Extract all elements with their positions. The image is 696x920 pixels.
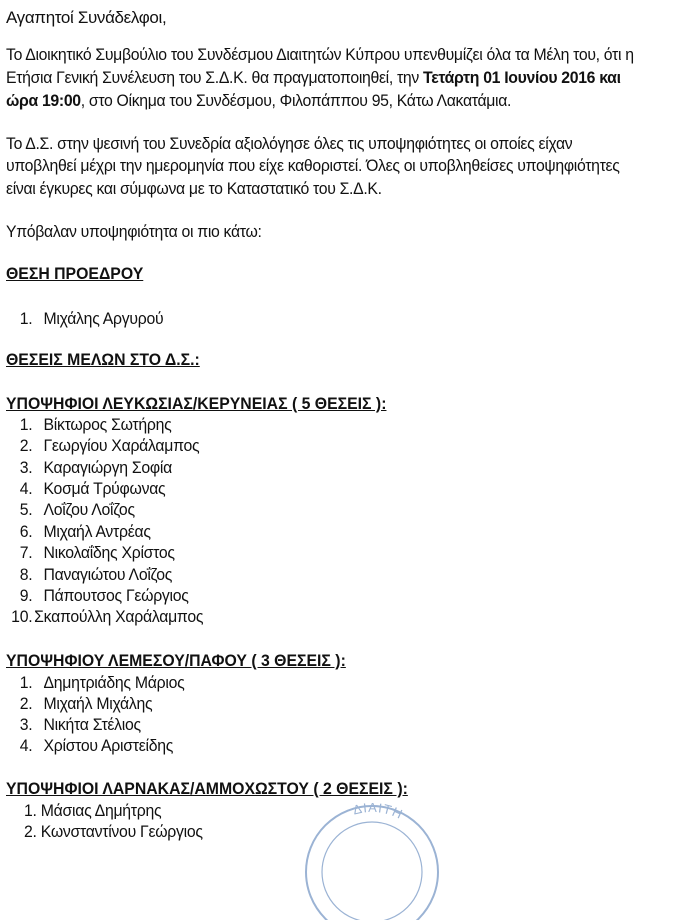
candidate-name: Δημητριάδης Μάριος	[43, 673, 185, 692]
list-number: 1.	[24, 801, 37, 820]
candidate-name: Παναγιώτου Λοΐζος	[43, 565, 173, 584]
candidate-name: Λοΐζου Λοΐζος	[43, 500, 135, 519]
candidate-name: Χρίστου Αριστείδης	[43, 736, 174, 755]
candidate-name: Καραγιώργη Σοφία	[43, 458, 172, 477]
list-item	[10, 607, 203, 627]
meeting-location: , στο Οίκημα του Συνδέσμου, Φιλοπάππου 95, Κάτω Λακατάμια.	[80, 91, 512, 110]
list-item	[10, 586, 189, 606]
stamp-text: ΔΙΑΙΤΗ	[351, 800, 406, 822]
paragraph2-line1: Το Δ.Σ. στην ψεσινή του Συνεδρία αξιολόγησε όλες τις υποψηφιότητες οι οποίες είχαν	[6, 134, 573, 153]
candidate-name: Μιχαήλ Αντρέας	[43, 522, 151, 541]
list-number: 9.	[19, 586, 33, 605]
paragraph1-text: Ετήσια Γενική Συνέλευση του Σ.Δ.Κ. θα πραγματοποιηθεί, την	[6, 68, 424, 87]
list-number: 10.	[11, 607, 33, 626]
list-item	[10, 694, 152, 714]
list-number: 4.	[19, 736, 33, 755]
list-item	[10, 522, 151, 542]
list-number: 1.	[19, 309, 33, 328]
nicosia-heading: ΥΠΟΨΗΦΙΟΙ ΛΕΥΚΩΣΙΑΣ/ΚΕΡΥΝΕΙΑΣ ( 5 ΘΕΣΕΙΣ ):	[6, 394, 387, 413]
list-number: 8.	[19, 565, 33, 584]
list-item	[10, 479, 165, 499]
greeting: Αγαπητοί Συνάδελφοι,	[6, 8, 167, 27]
list-number: 1.	[19, 415, 33, 434]
larnaca-heading: ΥΠΟΨΗΦΙΟΙ ΛΑΡΝΑΚΑΣ/ΑΜΜΟΧΩΣΤΟΥ ( 2 ΘΕΣΕΙΣ ):	[6, 779, 408, 798]
list-number: 6.	[19, 522, 33, 541]
list-number: 3.	[19, 715, 33, 734]
paragraph2-line2: υποβληθεί μέχρι την ημερομηνία που είχε καθοριστεί. Όλες οι υποβληθείσες υποψηφιότητες	[6, 156, 620, 175]
paragraph2-line3: είναι έγκυρες και σύμφωνα με το Καταστατικό του Σ.Δ.Κ.	[6, 179, 382, 198]
list-item	[10, 736, 173, 756]
candidate-name: Σκαπούλλη Χαράλαμπος	[34, 607, 204, 626]
candidate-name: Κοσμά Τρύφωνας	[43, 479, 166, 498]
list-item	[10, 309, 163, 329]
list-item	[24, 801, 161, 821]
stamp-outer-ring	[306, 806, 438, 920]
list-item	[24, 822, 203, 842]
list-number: 7.	[19, 543, 33, 562]
candidate-name: Πάπουτσος Γεώργιος	[43, 586, 189, 605]
candidate-name: Μιχαήλ Μιχάλης	[43, 694, 153, 713]
candidate-name: Νικολαΐδης Χρίστος	[43, 543, 175, 562]
candidate-name: Νικήτα Στέλιος	[43, 715, 141, 734]
candidates-intro: Υπόβαλαν υποψηφιότητα οι πιο κάτω:	[6, 222, 262, 241]
candidate-name: Κωνσταντίνου Γεώργιος	[40, 822, 203, 841]
list-item	[10, 415, 171, 435]
candidate-name: Βίκτωρος Σωτήρης	[43, 415, 172, 434]
list-item	[10, 500, 135, 520]
list-item	[10, 458, 172, 478]
limassol-heading: ΥΠΟΨΗΦΙΟΥ ΛΕΜΕΣΟΥ/ΠΑΦΟΥ ( 3 ΘΕΣΕΙΣ ):	[6, 651, 346, 670]
president-heading: ΘΕΣΗ ΠΡΟΕΔΡΟΥ	[6, 264, 144, 283]
list-number: 2.	[19, 694, 33, 713]
meeting-time: ώρα 19:00	[6, 91, 81, 110]
paragraph1-line2	[6, 68, 621, 88]
paragraph1-line3	[6, 91, 511, 111]
list-number: 3.	[19, 458, 33, 477]
board-heading: ΘΕΣΕΙΣ ΜΕΛΩΝ ΣΤΟ Δ.Σ.:	[6, 350, 200, 369]
list-item	[10, 543, 175, 563]
list-number: 2.	[19, 436, 33, 455]
association-stamp	[292, 800, 452, 920]
list-item	[10, 673, 184, 693]
candidate-name: Γεωργίου Χαράλαμπος	[43, 436, 200, 455]
list-item	[10, 565, 172, 585]
candidate-name: Μάσιας Δημήτρης	[40, 801, 162, 820]
list-number: 5.	[19, 500, 33, 519]
candidate-name: Μιχάλης Αργυρού	[43, 309, 164, 328]
paragraph1-line1: Το Διοικητικό Συμβούλιο του Συνδέσμου Διαιτητών Κύπρου υπενθυμίζει όλα τα Μέλη του, ότι η	[6, 45, 634, 64]
stamp-inner-ring	[322, 822, 422, 920]
list-number: 2.	[24, 822, 37, 841]
list-number: 4.	[19, 479, 33, 498]
list-item	[10, 715, 141, 735]
list-item	[10, 436, 199, 456]
meeting-date: Τετάρτη 01 Ιουνίου 2016 και	[423, 68, 621, 87]
list-number: 1.	[19, 673, 33, 692]
